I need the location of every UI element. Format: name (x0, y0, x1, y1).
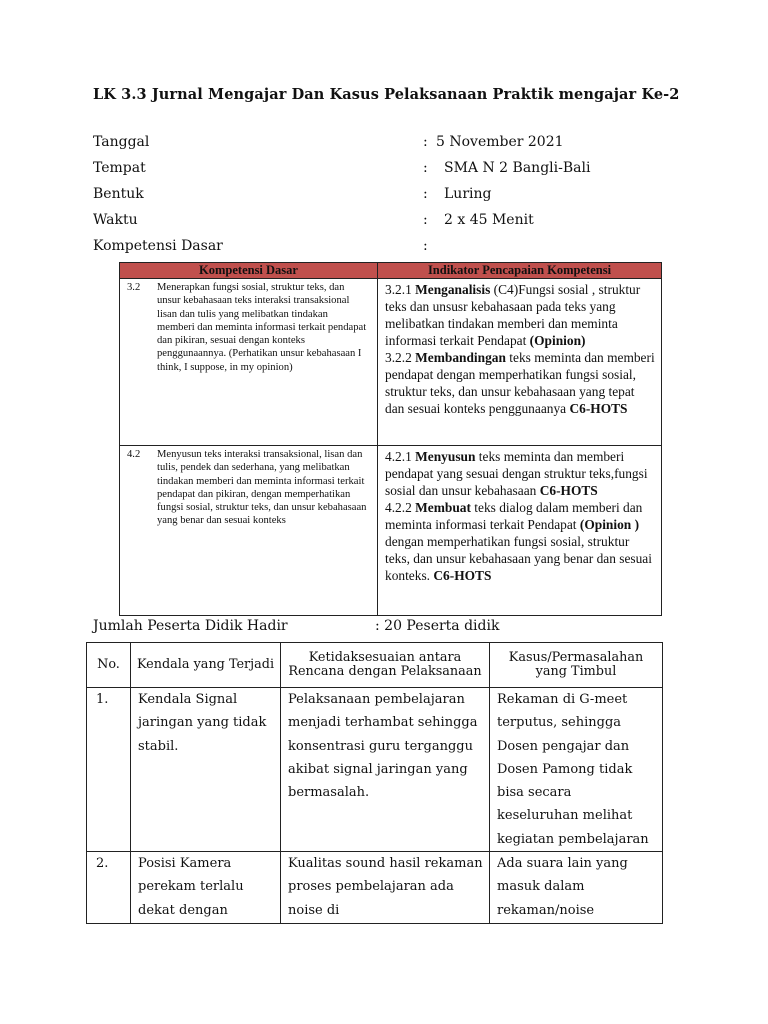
indicator-verb: Membandingan (415, 350, 506, 365)
info-label: Bentuk (93, 186, 144, 202)
issue-ketidaksesuaian: Kualitas sound hasil rekaman proses pembelajaran ada noise di (288, 856, 483, 918)
competency-table (119, 262, 662, 616)
info-value: Luring (444, 186, 492, 202)
info-value: SMA N 2 Bangli-Bali (444, 160, 591, 176)
indicator-verb: Membuat (415, 500, 471, 515)
header-indikator: Indikator Pencapaian Kompetensi (378, 263, 662, 279)
info-value: 5 November 2021 (436, 134, 564, 150)
competency-table-header (120, 263, 662, 279)
indicator-verb: Menyusun (415, 449, 476, 464)
info-row-waktu (93, 212, 613, 232)
indicator-text: teks meminta dan memberi pendapat yang sesuai dengan struktur teks,fungsi sosial dan unsur kebahasaan (385, 449, 648, 498)
issue-kasus: Ada suara lain yang masuk dalam rekaman/noise (497, 856, 628, 918)
competency-row (120, 446, 662, 616)
indicator-text: dengan memperhatikan fungsi sosial, struktur teks, dan unsur kebahasaan yang benar dan sesuai konteks. (385, 534, 652, 583)
info-value: 2 x 45 Menit (444, 212, 534, 228)
info-colon: : (423, 238, 428, 254)
issues-table (86, 642, 663, 924)
kd-cell (120, 446, 378, 616)
indicator-cell (378, 446, 662, 616)
participant-count (93, 618, 593, 638)
info-colon: : (423, 186, 428, 202)
indicator-cell (378, 279, 662, 446)
participant-label: Jumlah Peserta Didik Hadir (93, 618, 288, 634)
info-colon: : (423, 212, 428, 228)
issue-ketidaksesuaian: Pelaksanaan pembelajaran menjadi terhambat sehingga konsentrasi guru terganggu akibat signal jaringan yang bermasalah. (281, 688, 490, 852)
info-label: Tempat (93, 160, 146, 176)
indicator-number: 3.2.1 (385, 282, 412, 297)
indicator-number: 4.2.1 (385, 449, 412, 464)
kd-cell (120, 279, 378, 446)
indicator-tag: C6-HOTS (539, 483, 598, 498)
indicator-tag: (Opinion) (529, 333, 586, 348)
issue-kasus-cell (490, 852, 663, 924)
kd-number: 3.2 (127, 282, 141, 293)
indicator-number: 4.2.2 (385, 500, 412, 515)
indicator-tag: C6-HOTS (433, 568, 492, 583)
info-colon: : (423, 134, 428, 150)
indicator-number: 3.2.2 (385, 350, 412, 365)
issue-kasus: Rekaman di G-meet terputus, sehingga Dosen pengajar dan Dosen Pamong tidak bisa secara keseluruhan melihat kegiatan pembelajaran (490, 688, 663, 852)
issue-number-cell (87, 852, 131, 924)
kd-text: Menyusun teks interaksi transaksional, lisan dan tulis, pendek dan sederhana, yang melibatkan tindakan memberi dan meminta informasi terkait pendapat dan pikiran, dengan memperhatikan fungsi sosial, struktur teks, dan unsur kebahasaan yang benar dan sesuai konteks (157, 449, 367, 527)
indicator-text: teks dialog dalam memberi dan meminta informasi terkait Pendapat (385, 500, 643, 532)
indicator-verb: Menganalisis (415, 282, 491, 297)
participant-value: : 20 Peserta didik (375, 618, 500, 634)
header-no: No. (87, 643, 131, 688)
header-kendala: Kendala yang Terjadi (131, 643, 281, 688)
info-label: Tanggal (93, 134, 150, 150)
issues-row (87, 852, 663, 924)
indicator-tag: (Opinion ) (579, 517, 640, 532)
indicator-text: teks meminta dan memberi pendapat dengan memperhatikan fungsi sosial, struktur teks, dan unsur kebahasaan yang tepat dan sesuai konteks penggunaanya (385, 350, 655, 416)
kd-text: Menerapkan fungsi sosial, struktur teks, dan unsur kebahasaan teks interaksi transaksional lisan dan tulis yang melibatkan tindakan memberi dan meminta informasi terkait pendapat dan pikiran, sesuai dengan konteks penggunaannya. (Perhatikan unsur kebahasaan I think, I suppose, in my opinion) (157, 282, 367, 373)
issue-kendala: Kendala Signal jaringan yang tidak stabil. (131, 688, 281, 852)
info-colon: : (423, 160, 428, 176)
info-row-bentuk (93, 186, 613, 206)
info-row-tempat (93, 160, 613, 180)
issue-ketidaksesuaian-cell (281, 852, 490, 924)
issue-number: 2. (96, 856, 109, 872)
info-label: Kompetensi Dasar (93, 238, 223, 254)
indicator-text: (C4)Fungsi sosial , struktur teks dan unsusr kebahasaan pada teks yang melibatkan tindakan memberi dan meminta informasi terkait Pendapat (385, 282, 641, 348)
info-row-tanggal (93, 134, 613, 154)
issue-number: 1. (87, 688, 131, 852)
issue-kendala: Posisi Kamera perekam terlalu dekat dengan (138, 856, 244, 918)
issues-table-header (87, 643, 663, 688)
info-label: Waktu (93, 212, 138, 228)
kd-number: 4.2 (127, 449, 141, 460)
header-kompetensi-dasar: Kompetensi Dasar (120, 263, 378, 279)
issue-kendala-cell (131, 852, 281, 924)
issues-row (87, 688, 663, 852)
document-title: LK 3.3 Jurnal Mengajar Dan Kasus Pelaksanaan Praktik mengajar Ke-2 (93, 86, 680, 103)
indicator-tag: C6-HOTS (569, 401, 628, 416)
info-row-kompetensi-dasar (93, 238, 613, 258)
header-ketidaksesuaian: Ketidaksesuaian antara Rencana dengan Pelaksanaan (281, 643, 490, 688)
competency-row (120, 279, 662, 446)
header-kasus: Kasus/Permasalahan yang Timbul (490, 643, 663, 688)
